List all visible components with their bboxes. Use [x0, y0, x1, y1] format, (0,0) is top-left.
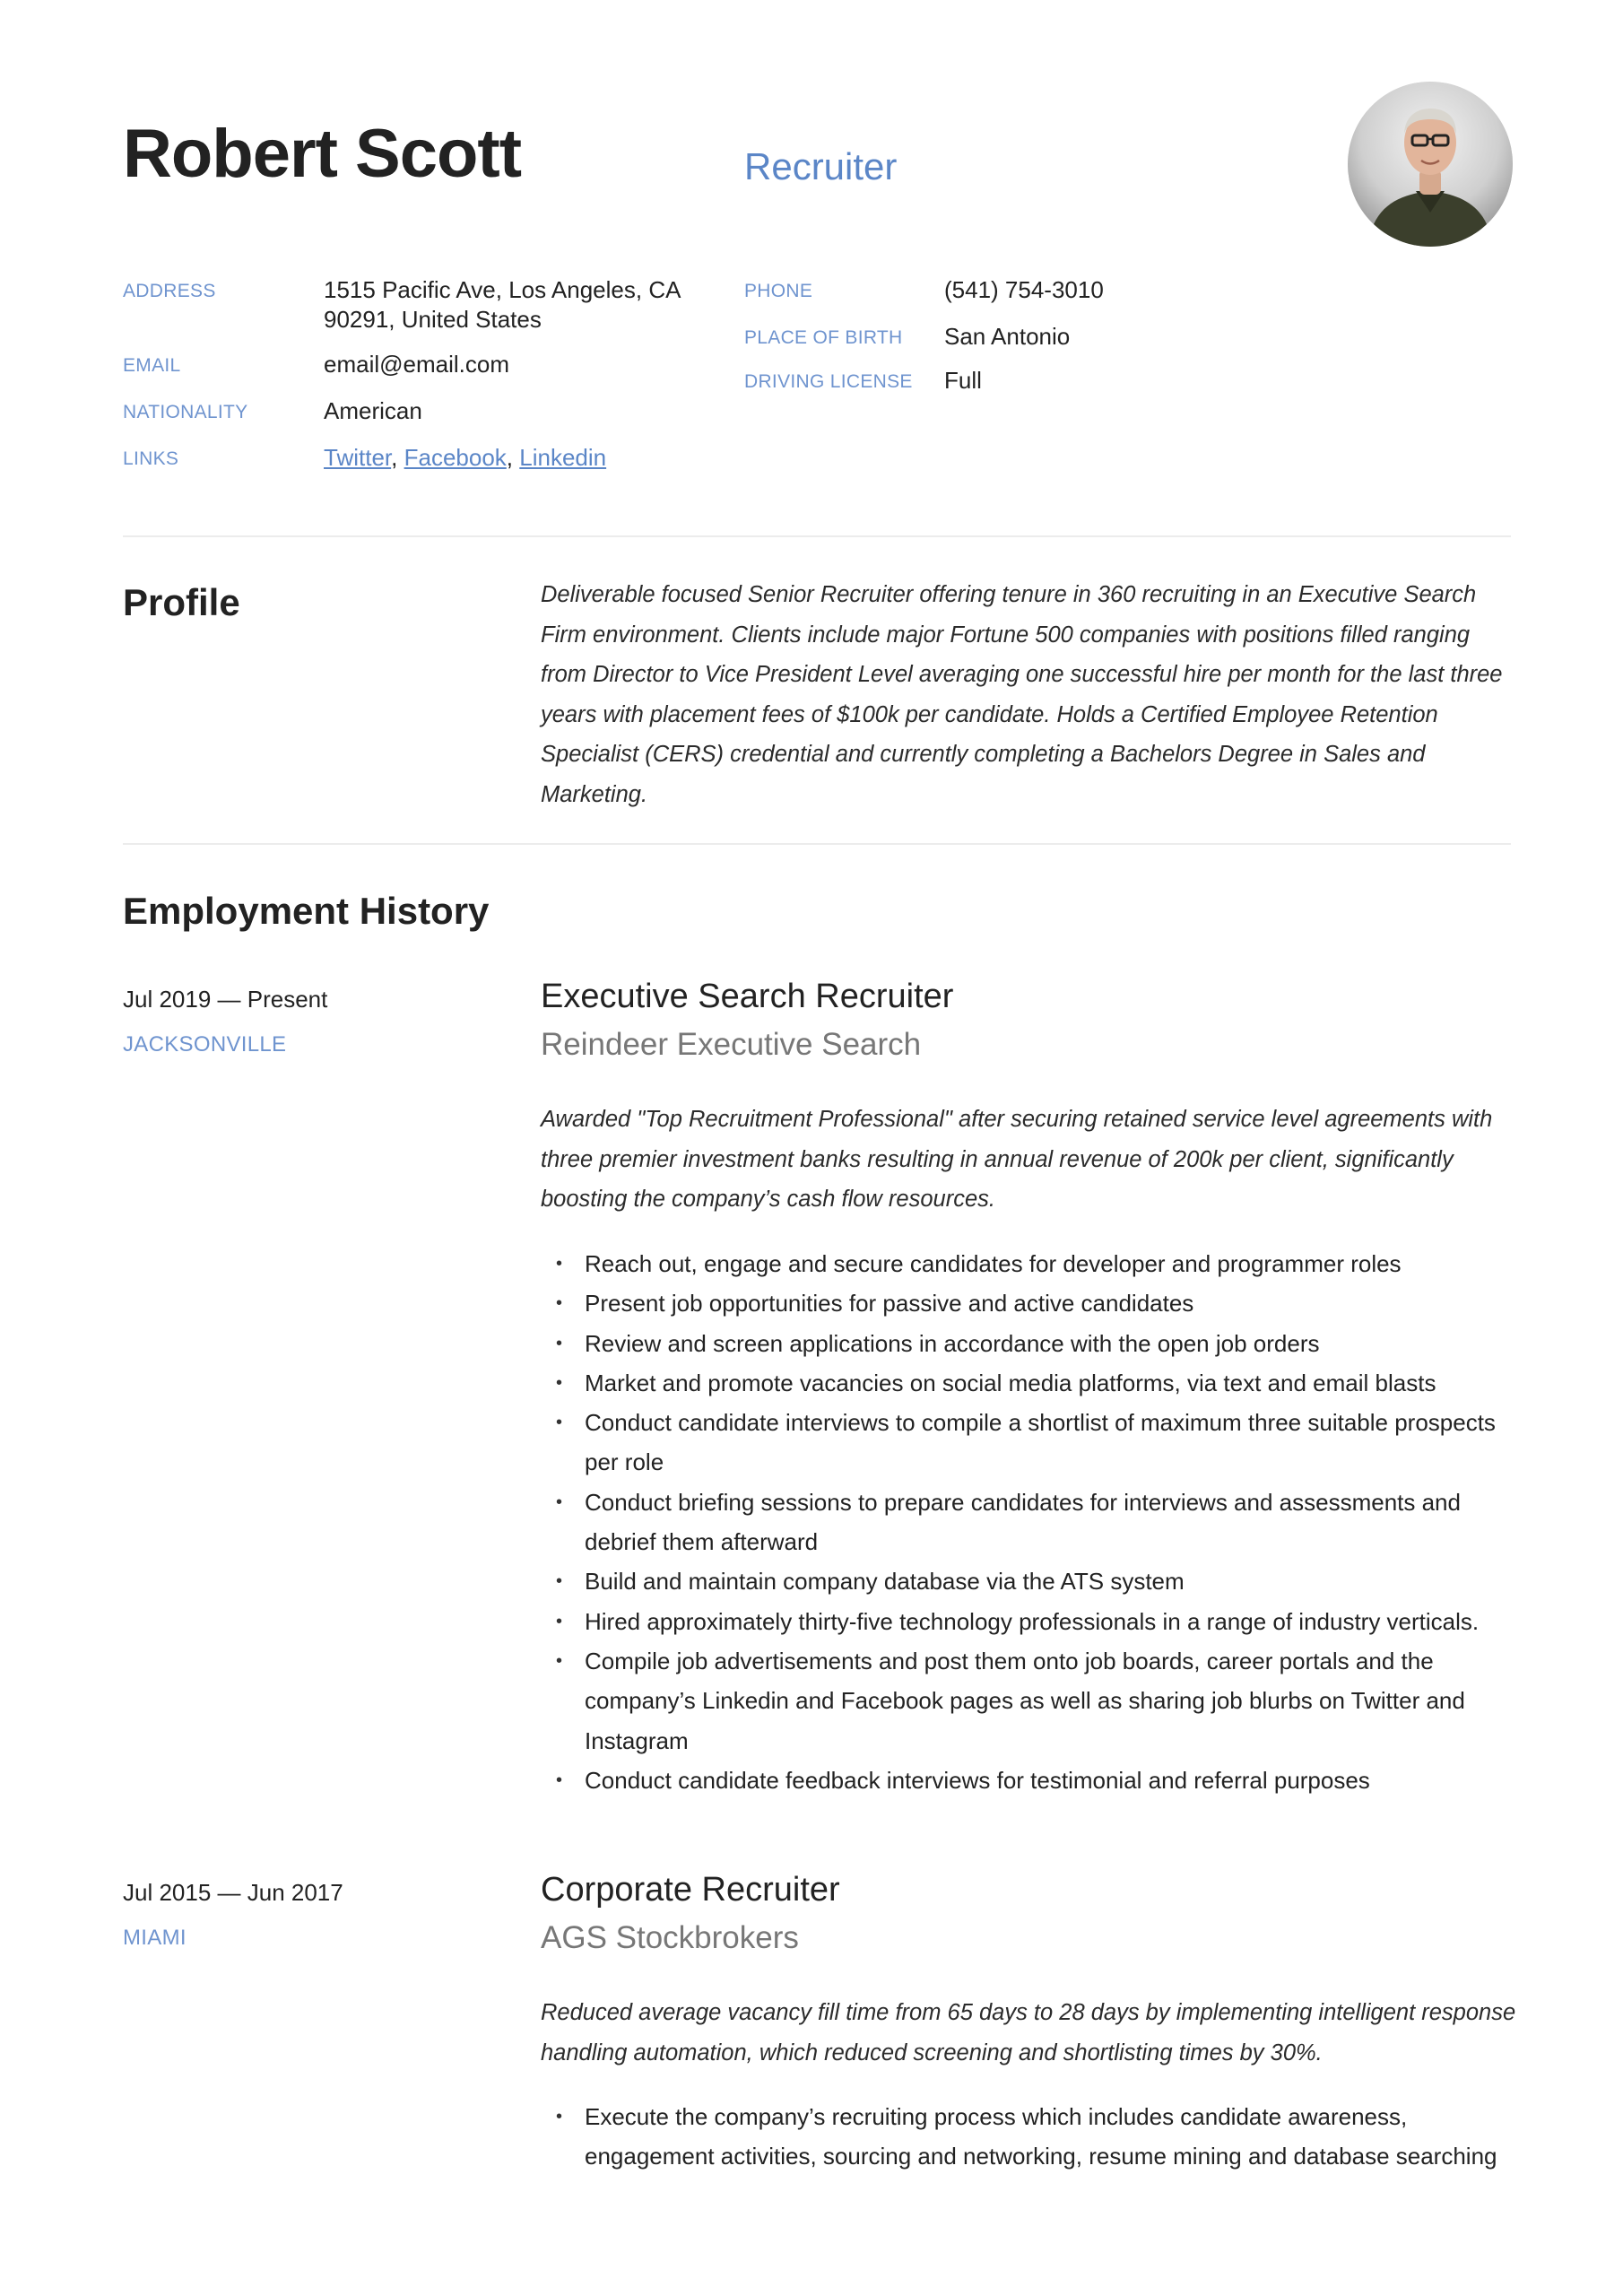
- list-item: [541, 1403, 1518, 1483]
- bullet-icon: •: [556, 1492, 563, 1512]
- bullet-icon: •: [556, 2107, 563, 2126]
- list-item: [541, 1561, 1518, 1601]
- list-item: [541, 1363, 1518, 1403]
- bullet-text: Conduct candidate interviews to compile a shortlist of maximum three suitable prospects per role: [585, 1409, 1496, 1476]
- job-summary: Reduced average vacancy fill time from 65 days to 28 days by implementing intelligent response handling automation, which reduced screening and shortlisting times by 30%.: [541, 2000, 1516, 2066]
- phone-label: PHONE: [744, 281, 813, 301]
- link-separator: ,: [506, 444, 514, 471]
- avatar: [1348, 82, 1513, 247]
- bullet-text: Conduct briefing sessions to prepare candidates for interviews and assessments and debrief them afterward: [585, 1488, 1461, 1556]
- bullet-text: Review and screen applications in accordance with the open job orders: [585, 1329, 1320, 1357]
- email-value: email@email.com: [324, 351, 509, 378]
- bullet-text: Execute the company’s recruiting process which includes candidate awareness, engagement activities, sourcing and networking, resume mining and database searching: [585, 2103, 1497, 2170]
- bullet-icon: •: [556, 1372, 563, 1393]
- portrait-photo: [1348, 82, 1513, 247]
- address-line-1: 1515 Pacific Ave, Los Angeles, CA: [324, 276, 681, 303]
- list-item: [541, 1244, 1518, 1283]
- job-title: Recruiter: [744, 145, 898, 187]
- twitter-link[interactable]: Twitter: [324, 444, 392, 471]
- job-dates: Jul 2015 — Jun 2017: [123, 1879, 343, 1906]
- birth-value: San Antonio: [944, 323, 1071, 350]
- address-line-2: 90291, United States: [324, 306, 542, 333]
- list-item: [541, 1602, 1518, 1641]
- bullet-icon: •: [556, 1293, 563, 1314]
- list-item: [541, 1283, 1518, 1323]
- bullet-text: Compile job advertisements and post them onto job boards, career portals and the company’s Linkedin and Facebook pages as well as sharing job blurbs on Twitter and Instagram: [585, 1647, 1465, 1754]
- bullet-icon: •: [556, 1413, 563, 1433]
- job-title-entry: Executive Search Recruiter: [541, 978, 954, 1015]
- bullet-icon: •: [556, 1254, 563, 1274]
- list-item: [541, 1483, 1518, 1562]
- bullet-icon: •: [556, 1770, 563, 1790]
- license-value: Full: [944, 367, 982, 394]
- bullet-text: Market and promote vacancies on social media platforms, via text and email blasts: [585, 1369, 1436, 1396]
- nationality-label: NATIONALITY: [123, 402, 248, 422]
- employment-heading: Employment History: [123, 890, 490, 932]
- profile-heading: Profile: [123, 581, 240, 623]
- phone-value: (541) 754-3010: [944, 276, 1104, 303]
- bullet-icon: •: [556, 1571, 563, 1592]
- link-separator: ,: [391, 444, 398, 471]
- bullet-text: Reach out, engage and secure candidates for developer and programmer roles: [585, 1250, 1402, 1277]
- facebook-link[interactable]: Facebook: [404, 444, 507, 471]
- job-bullet-list: [541, 1244, 1518, 1800]
- job-company: AGS Stockbrokers: [541, 1920, 799, 1955]
- links-label: LINKS: [123, 448, 179, 469]
- job-title-entry: Corporate Recruiter: [541, 1871, 840, 1909]
- list-item: [541, 1324, 1518, 1363]
- list-item: [541, 2097, 1518, 2177]
- job-city: MIAMI: [123, 1926, 187, 1950]
- bullet-icon: •: [556, 1333, 563, 1353]
- bullet-text: Build and maintain company database via the ATS system: [585, 1568, 1185, 1596]
- linkedin-link[interactable]: Linkedin: [519, 444, 607, 471]
- divider: [123, 843, 1511, 845]
- candidate-name: Robert Scott: [123, 116, 521, 192]
- links-list: [324, 443, 606, 473]
- bullet-icon: •: [556, 1650, 563, 1671]
- profile-text: Deliverable focused Senior Recruiter offering tenure in 360 recruiting in an Executive Search Firm environment. Clients include major Fortune 500 companies with positions filled ranging from Director to Vice President Level averaging one successful hire per month for the last three years with placement fees of $100k per candidate. Holds a Certified Employee Retention Specialist (CERS) credential and currently completing a Bachelors Degree in Sales and Marketing.: [541, 582, 1503, 807]
- bullet-text: Conduct candidate feedback interviews for testimonial and referral purposes: [585, 1766, 1370, 1794]
- license-label: DRIVING LICENSE: [744, 371, 913, 392]
- bullet-text: Present job opportunities for passive and active candidates: [585, 1290, 1194, 1318]
- job-dates: Jul 2019 — Present: [123, 986, 328, 1013]
- divider: [123, 535, 1511, 537]
- bullet-icon: •: [556, 1611, 563, 1631]
- job-summary: Awarded "Top Recruitment Professional" after securing retained service level agreements with three premier investment banks resulting in annual revenue of 200k per client, significantly boosting the company’s cash flow resources.: [541, 1107, 1493, 1212]
- list-item: [541, 1761, 1518, 1800]
- list-item: [541, 1641, 1518, 1761]
- job-bullet-list: [541, 2097, 1518, 2177]
- bullet-text: Hired approximately thirty-five technology professionals in a range of industry verticals.: [585, 1607, 1480, 1635]
- job-city: JACKSONVILLE: [123, 1032, 287, 1057]
- nationality-value: American: [324, 397, 422, 424]
- email-label: EMAIL: [123, 355, 181, 376]
- address-label: ADDRESS: [123, 281, 216, 301]
- birth-label: PLACE OF BIRTH: [744, 327, 903, 348]
- job-company: Reindeer Executive Search: [541, 1027, 922, 1062]
